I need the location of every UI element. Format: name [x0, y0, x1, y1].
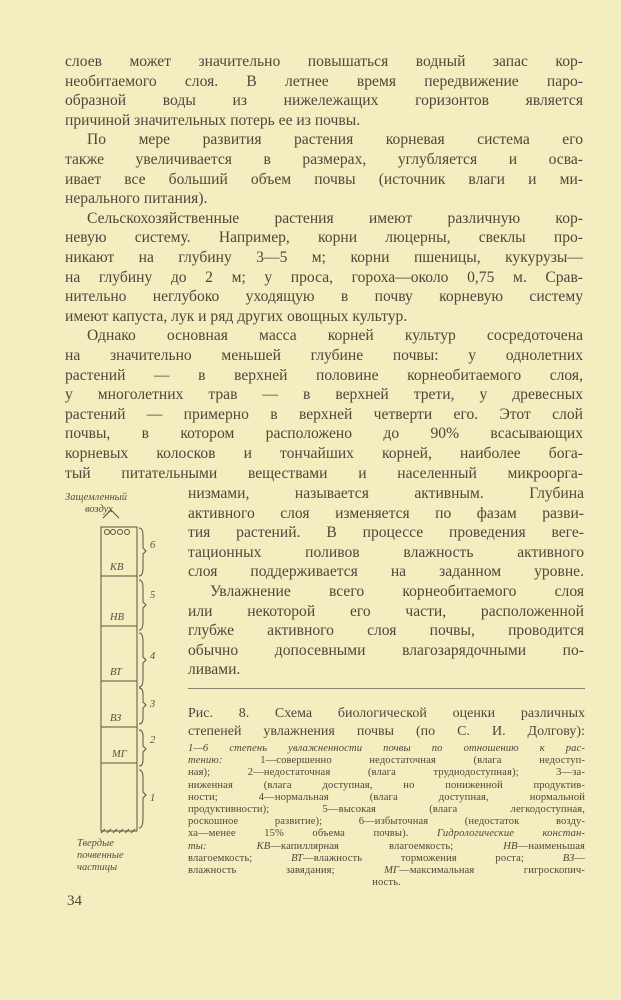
- trapped-air-label-2: воздух: [85, 504, 113, 515]
- caption-line: [188, 841, 585, 853]
- caption-divider: [188, 688, 585, 689]
- degree-1: 1: [150, 793, 156, 804]
- text-line: растений — в верхней половине корнеобитаемого слоя,: [65, 366, 583, 384]
- degree-3: 3: [150, 699, 156, 710]
- caption-segment: —капиллярная влагоемкость;: [270, 840, 504, 852]
- degree-2: 2: [150, 735, 156, 746]
- text-line: По мере развития растения корневая система его: [87, 131, 583, 149]
- caption-segment: влажность завядания;: [188, 865, 385, 876]
- level-vt: ВТ: [110, 667, 122, 678]
- text-line: корневых колосков и тончайших корней, наиболее бога-: [65, 445, 583, 462]
- caption-segment: ВТ: [291, 852, 304, 864]
- caption-segment: продуктивности); 5—высокая (влага легкодоступная,: [188, 804, 585, 815]
- text-line: у многолетних трав — в верхней трети, у древесных: [65, 386, 583, 404]
- caption-segment: ха—менее 15% объема почвы).: [188, 828, 437, 840]
- text-line: причиной значительных потерь ее из почвы.: [65, 111, 361, 129]
- text-line: тый питательными веществами и населенный микроорга-: [65, 464, 583, 482]
- caption-segment: —влажность торможения роста;: [303, 852, 563, 864]
- caption-line: [188, 865, 585, 877]
- caption-segment: ная); 2—недостаточная (влага труднодоступная); 3—за-: [188, 767, 585, 779]
- caption-line: [188, 767, 585, 779]
- soil-column-drawing: [55, 488, 185, 888]
- text-line: никают на глубину 3—5 м; корни пшеницы, кукурузы—: [65, 249, 583, 266]
- text-line: слоев может значительно повышаться водный запас кор-: [65, 53, 583, 70]
- level-vz: ВЗ: [110, 713, 122, 724]
- caption-segment: Гидрологические констан-: [436, 828, 586, 840]
- caption-segment: НВ: [503, 840, 518, 852]
- text-line: растений — примерно в верхней четверти его. Этот слой: [65, 405, 583, 423]
- solid-particles-label-2: почвенные: [77, 850, 124, 861]
- text-line: Сельскохозяйственные растения имеют различную кор-: [87, 209, 583, 227]
- caption-line: [188, 828, 585, 840]
- caption-segment: —максимальная гигроскопич-: [399, 865, 585, 876]
- caption-line: [188, 755, 585, 767]
- caption-line: [188, 804, 585, 816]
- text-line: низмами, называется активным. Глубина: [188, 485, 584, 502]
- text-line: тационных поливов влажность активного: [188, 543, 584, 561]
- degree-5: 5: [150, 590, 156, 601]
- soil-moisture-diagram: [55, 488, 185, 888]
- text-line: или некоторой его части, расположенной: [188, 602, 584, 620]
- caption-segment: влагоемкость;: [188, 852, 292, 864]
- caption-line: [188, 816, 585, 828]
- level-nv: НВ: [110, 612, 124, 623]
- trapped-air-label: Защемленный: [65, 492, 128, 503]
- degree-4: 4: [150, 651, 156, 662]
- caption-segment: ниженная (влага доступная, но пониженной продуктив-: [188, 779, 585, 791]
- text-line: также увеличивается в размерах, углубляется и осва-: [65, 151, 583, 168]
- caption-segment: тению:: [188, 755, 261, 767]
- caption-line: [188, 853, 585, 865]
- solid-particles-label: Твердые: [77, 838, 114, 849]
- text-line: слоя поддерживается на заданном уровне.: [188, 563, 584, 581]
- level-kv: КВ: [110, 562, 124, 573]
- text-line: необитаемого слоя. В летнее время передвижение паро-: [65, 72, 583, 90]
- caption-segment: ты: КВ: [188, 840, 271, 852]
- text-line: невую систему. Например, корни люцерны, свеклы про-: [65, 229, 583, 247]
- text-line: ивает все больший объем почвы (источник влаги и ми-: [65, 170, 583, 188]
- caption-line: [188, 792, 585, 804]
- text-line: образной воды из нижележащих горизонтов является: [65, 92, 583, 110]
- caption-line: [188, 743, 585, 755]
- text-line: обычно допосевными влагозарядочными по-: [188, 641, 584, 659]
- text-line: тия растений. В процессе проведения веге-: [188, 524, 584, 542]
- caption-segment: —: [574, 852, 585, 864]
- text-line: глубже активного слоя почвы, проводится: [188, 622, 584, 640]
- caption-segment: 1—совершенно недостаточная (влага недоступ-: [260, 755, 585, 767]
- text-line: имеют капуста, лук и ряд других овощных культур.: [65, 307, 408, 325]
- caption-segment: МГ: [384, 865, 400, 876]
- text-line: нительно неглубоко уходящую в почву корневую систему: [65, 288, 583, 306]
- solid-particles-label-3: частицы: [77, 862, 118, 873]
- caption-segment: ность.: [372, 877, 401, 889]
- text-line: почвы, в котором расположено до 90% всасывающих: [65, 425, 583, 443]
- page-number: 34: [67, 893, 82, 909]
- text-line: ливами.: [188, 661, 241, 679]
- text-line: на значительно меньшей глубине почвы: у однолетних: [65, 347, 583, 364]
- caption-segment: —наименьшая: [517, 840, 585, 852]
- caption-segment: ВЗ: [562, 852, 575, 864]
- caption-line: [188, 780, 585, 792]
- level-mg: МГ: [112, 749, 127, 760]
- text-line: нерального питания).: [65, 190, 208, 208]
- text-line: на глубину до 2 м; у проса, гороха—около 0,75 м. Срав-: [65, 268, 583, 286]
- text-line: Увлажнение всего корнеобитаемого слоя: [210, 583, 584, 600]
- caption-line: [188, 877, 585, 889]
- text-line: Однако основная масса корней культур сосредоточена: [87, 327, 583, 345]
- degree-6: 6: [150, 540, 156, 551]
- caption-segment: ности; 4—нормальная (влага доступная, нормальной: [188, 791, 585, 803]
- caption-segment: роскошное развитие); 6—избыточная (недостаток возду-: [188, 816, 585, 828]
- caption-segment: 1—6 степень увлажненности почвы по отношению к рас-: [188, 743, 585, 754]
- caption-title-line: степеней увлажнения почвы (по С. И. Долгову):: [188, 724, 585, 739]
- caption-title-line: Рис. 8. Схема биологической оценки различных: [188, 706, 585, 721]
- text-line: активного слоя изменяется по фазам разви-: [188, 504, 584, 522]
